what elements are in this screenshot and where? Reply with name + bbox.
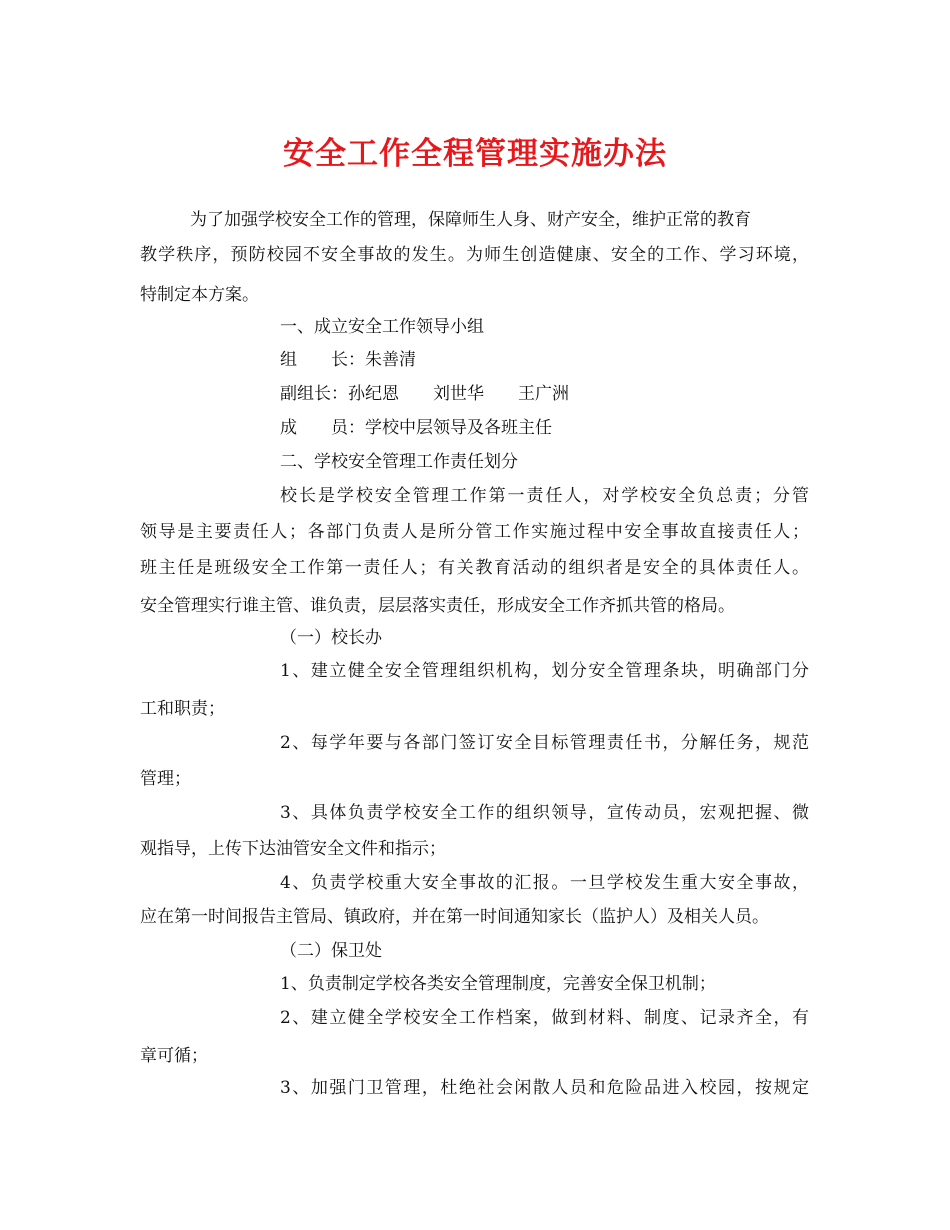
sub1-item-2-line-1: 2、每学年要与各部门签订安全目标管理责任书，分解任务，规范: [280, 733, 809, 753]
intro-line-1: 为了加强学校安全工作的管理，保障师生人身、财产安全，维护正常的教育: [190, 210, 751, 230]
sub2-item-1-line-1: 1、负责制定学校各类安全管理制度，完善安全保卫机制；: [280, 974, 716, 994]
sub1-heading: （一）校长办: [280, 628, 382, 648]
sub2-item-3-line-1: 3、加强门卫管理，杜绝社会闲散人员和危险品进入校园，按规定: [280, 1078, 809, 1098]
sub2-item-2-line-1: 2、建立健全学校安全工作档案，做到材料、制度、记录齐全，有: [280, 1008, 809, 1028]
document-title: 安全工作全程管理实施办法: [283, 136, 667, 172]
sub1-item-2-line-2: 管理；: [140, 769, 191, 789]
responsibility-line-3: 班主任是班级安全工作第一责任人；有关教育活动的组织者是安全的具体责任人。: [140, 558, 809, 578]
sub1-item-3-line-2: 观指导，上传下达油管安全文件和指示；: [140, 839, 446, 859]
sub1-item-3-line-1: 3、具体负责学校安全工作的组织领导，宣传动员，宏观把握、微: [280, 803, 809, 823]
section1-heading: 一、成立安全工作领导小组: [280, 317, 484, 337]
responsibility-line-4: 安全管理实行谁主管、谁负责，层层落实责任，形成安全工作齐抓共管的格局。: [140, 596, 735, 616]
leader-line: 组 长：朱善清: [280, 350, 416, 370]
intro-line-2: 教学秩序，预防校园不安全事故的发生。为师生创造健康、安全的工作、学习环境，: [140, 245, 809, 265]
sub2-item-2-line-2: 章可循；: [140, 1046, 208, 1066]
sub1-item-4-line-2: 应在第一时间报告主管局、镇政府，并在第一时间通知家长（监护人）及相关人员。: [140, 907, 769, 927]
sub1-item-4-line-1: 4、负责学校重大安全事故的汇报。一旦学校发生重大安全事故，: [280, 873, 809, 893]
sub2-heading: （二）保卫处: [280, 941, 382, 961]
deputy-line: 副组长：孙纪恩 刘世华 王广洲: [280, 384, 569, 404]
section2-heading: 二、学校安全管理工作责任划分: [280, 452, 518, 472]
sub1-item-1-line-1: 1、建立健全安全管理组织机构，划分安全管理条块，明确部门分: [280, 661, 809, 681]
members-line: 成 员：学校中层领导及各班主任: [280, 418, 552, 438]
responsibility-line-1: 校长是学校安全管理工作第一责任人，对学校安全负总责；分管: [280, 486, 809, 506]
sub1-item-1-line-2: 工和职责；: [140, 699, 225, 719]
responsibility-line-2: 领导是主要责任人；各部门负责人是所分管工作实施过程中安全事故直接责任人；: [140, 522, 809, 542]
intro-line-3: 特制定本方案。: [140, 285, 259, 305]
